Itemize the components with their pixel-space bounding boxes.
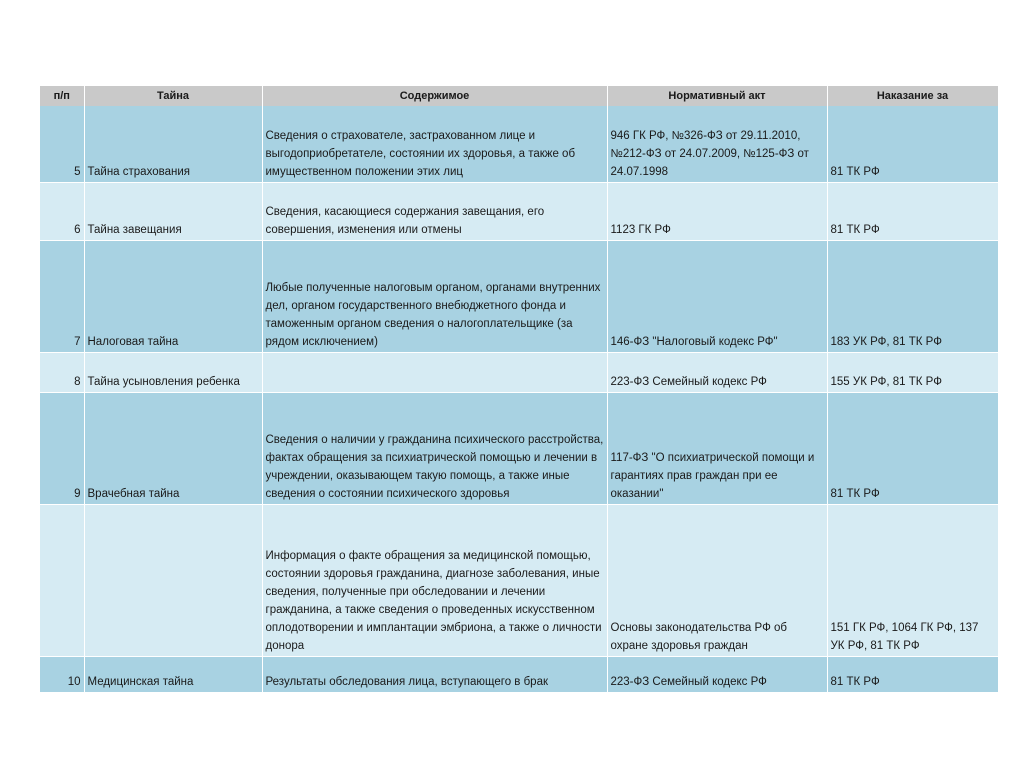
- table-row: [40, 352, 998, 392]
- row-content: Сведения, касающиеся содержания завещания, его совершения, изменения или отмены: [262, 182, 607, 240]
- row-act: 117-ФЗ "О психиатрической помощи и гарантиях прав граждан при ее оказании": [607, 392, 827, 504]
- row-penalty: 81 ТК РФ: [827, 392, 998, 504]
- table-row: [40, 240, 998, 352]
- row-secret: [84, 504, 262, 656]
- row-content: [262, 352, 607, 392]
- table-row: [40, 106, 998, 182]
- row-act: 946 ГК РФ, №326-ФЗ от 29.11.2010, №212-ФЗ от 24.07.2009, №125-ФЗ от 24.07.1998: [607, 106, 827, 182]
- row-penalty: 81 ТК РФ: [827, 182, 998, 240]
- row-content: Любые полученные налоговым органом, органами внутренних дел, органом государственного внебюджетного фонда и таможенным органом сведения о налогоплательщике (за рядом исключением): [262, 240, 607, 352]
- row-penalty: 81 ТК РФ: [827, 106, 998, 182]
- header-num: п/п: [40, 86, 84, 106]
- row-act: 146-ФЗ "Налоговый кодекс РФ": [607, 240, 827, 352]
- row-act: 223-ФЗ Семейный кодекс РФ: [607, 352, 827, 392]
- table-row: [40, 656, 998, 692]
- row-num: 9: [40, 392, 84, 504]
- table-row: [40, 392, 998, 504]
- row-content: Результаты обследования лица, вступающего в брак: [262, 656, 607, 692]
- row-secret: Тайна усыновления ребенка: [84, 352, 262, 392]
- header-penalty: Наказание за: [827, 86, 998, 106]
- row-content: Сведения о страхователе, застрахованном лице и выгодоприобретателе, состоянии их здоровья, а также об имущественном положении этих лиц: [262, 106, 607, 182]
- row-secret: Налоговая тайна: [84, 240, 262, 352]
- header-content: Содержимое: [262, 86, 607, 106]
- row-secret: Тайна завещания: [84, 182, 262, 240]
- row-penalty: 81 ТК РФ: [827, 656, 998, 692]
- row-secret: Медицинская тайна: [84, 656, 262, 692]
- row-num: 10: [40, 656, 84, 692]
- row-penalty: 183 УК РФ, 81 ТК РФ: [827, 240, 998, 352]
- table-row: [40, 182, 998, 240]
- header-row: [40, 86, 998, 106]
- row-penalty: 155 УК РФ, 81 ТК РФ: [827, 352, 998, 392]
- row-secret: Тайна страхования: [84, 106, 262, 182]
- row-act: 223-ФЗ Семейный кодекс РФ: [607, 656, 827, 692]
- row-penalty: 151 ГК РФ, 1064 ГК РФ, 137 УК РФ, 81 ТК РФ: [827, 504, 998, 656]
- row-content: Сведения о наличии у гражданина психического расстройства, фактах обращения за психиатрической помощью и лечении в учреждении, оказывающем такую помощь, а также иные сведения о состоянии психического здоровья: [262, 392, 607, 504]
- row-num: 7: [40, 240, 84, 352]
- row-act: 1123 ГК РФ: [607, 182, 827, 240]
- secrets-table: [40, 86, 999, 693]
- row-num: 5: [40, 106, 84, 182]
- header-act: Нормативный акт: [607, 86, 827, 106]
- header-secret: Тайна: [84, 86, 262, 106]
- row-num: 6: [40, 182, 84, 240]
- row-content: Информация о факте обращения за медицинской помощью, состоянии здоровья гражданина, диагнозе заболевания, иные сведения, полученные при обследовании и лечении гражданина, а также сведения о проведенных искусственном оплодотворении и имплантации эмбриона, а также о личности донора: [262, 504, 607, 656]
- row-secret: Врачебная тайна: [84, 392, 262, 504]
- row-act: Основы законодательства РФ об охране здоровья граждан: [607, 504, 827, 656]
- table-row: [40, 504, 998, 656]
- row-num: [40, 504, 84, 656]
- row-num: 8: [40, 352, 84, 392]
